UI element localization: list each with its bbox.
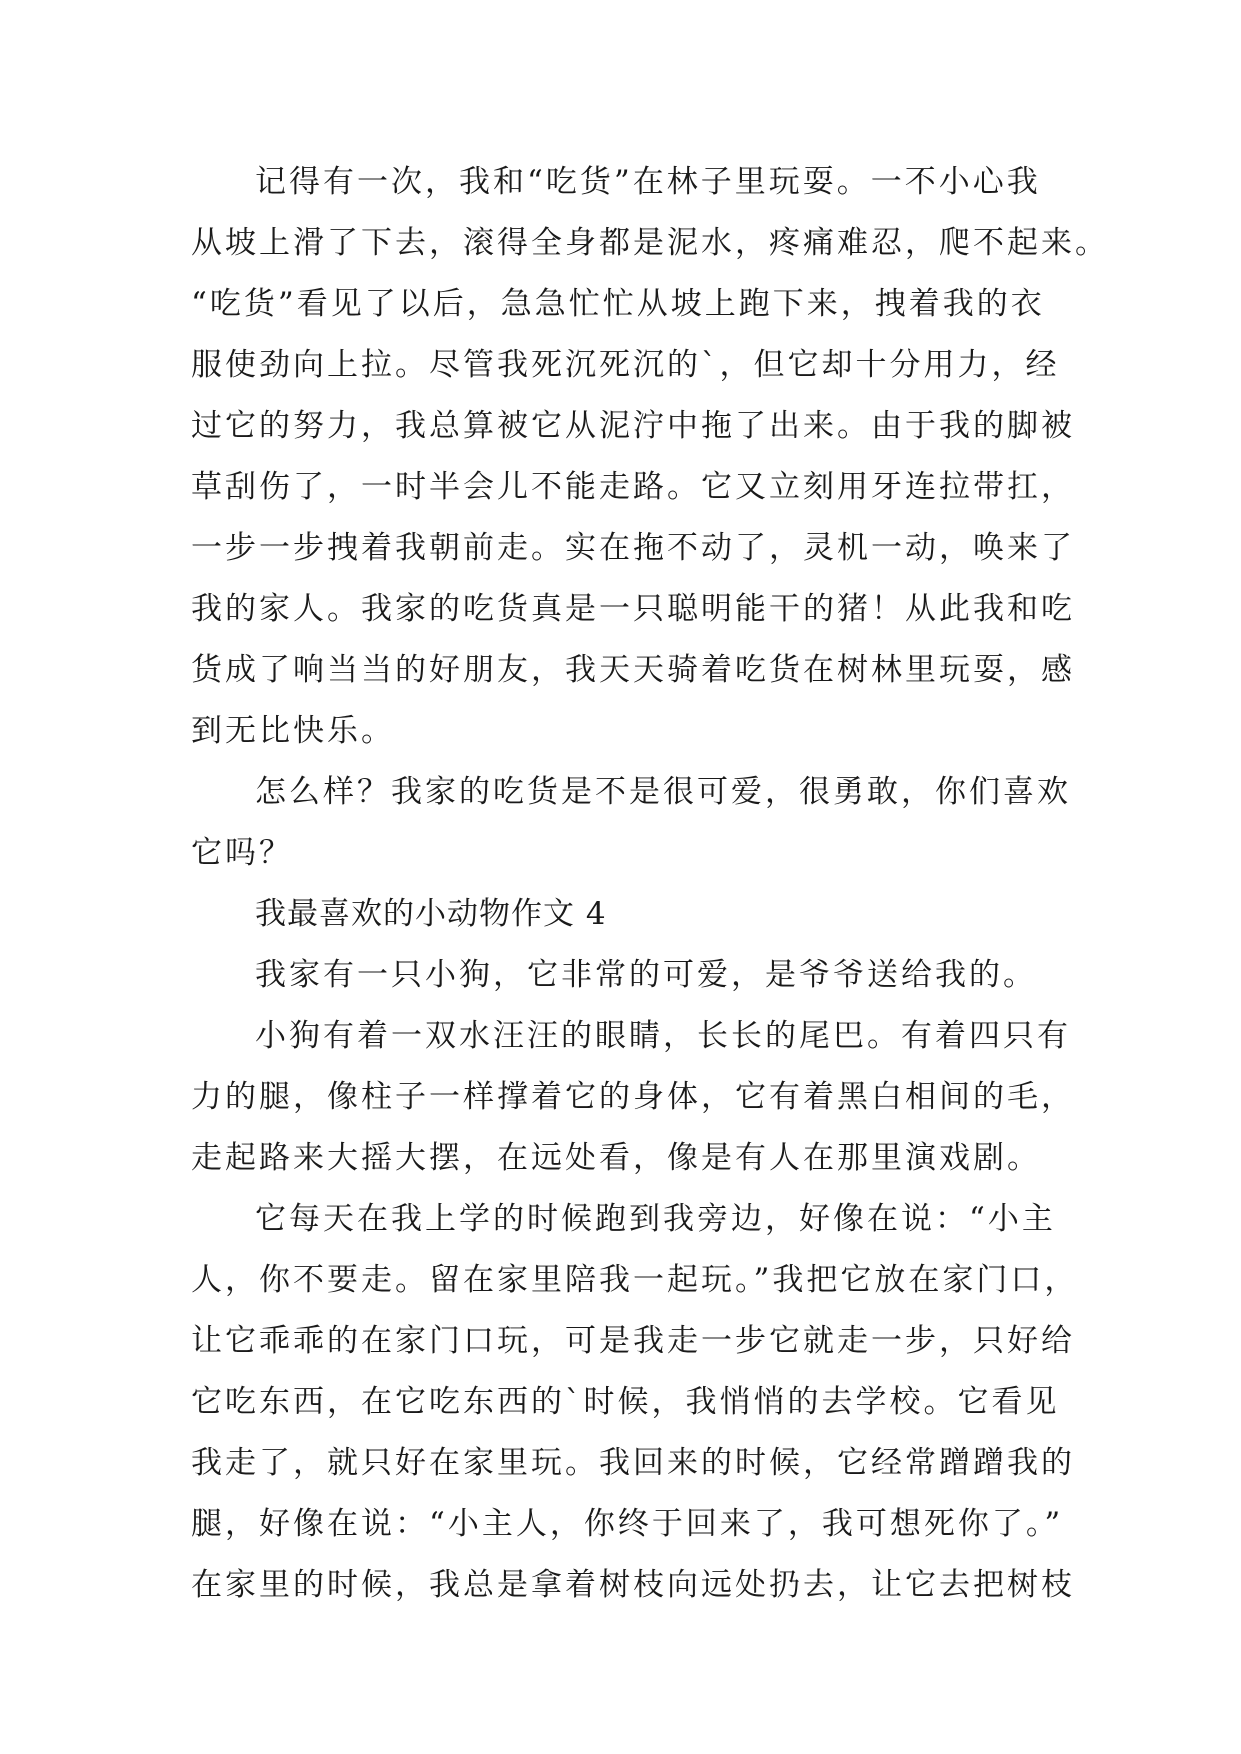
text-line: 从坡上滑了下去，滚得全身都是泥水，疼痛难忍，爬不起来。 (191, 225, 1109, 261)
text-line: 它每天在我上学的时候跑到我旁边，好像在说：“小主 (255, 1201, 1056, 1237)
text-line: 我走了，就只好在家里玩。我回来的时候，它经常蹭蹭我的 (191, 1445, 1075, 1481)
text-line: 怎么样？我家的吃货是不是很可爱，很勇敢，你们喜欢 (255, 774, 1071, 810)
body-text (191, 152, 1109, 1616)
text-line: 人，你不要走。留在家里陪我一起玩。”我把它放在家门口， (191, 1262, 1079, 1298)
text-line: 力的腿，像柱子一样撑着它的身体，它有着黑白相间的毛， (191, 1079, 1075, 1115)
text-line: “吃货”看见了以后，急急忙忙从坡上跑下来，拽着我的衣 (191, 286, 1045, 322)
section-heading: 我最喜欢的小动物作文 4 (255, 896, 607, 932)
text-line: 到无比快乐。 (191, 713, 395, 749)
text-line: 腿，好像在说：“小主人，你终于回来了，我可想死你了。” (191, 1506, 1064, 1542)
text-line: 我家有一只小狗，它非常的可爱，是爷爷送给我的。 (255, 957, 1037, 993)
text-line: 货成了响当当的好朋友，我天天骑着吃货在树林里玩耍，感 (191, 652, 1075, 688)
text-line: 小狗有着一双水汪汪的眼睛，长长的尾巴。有着四只有 (255, 1018, 1071, 1054)
text-line: 服使劲向上拉。尽管我死沉死沉的`，但它却十分用力，经 (191, 347, 1060, 383)
text-line: 一步一步拽着我朝前走。实在拖不动了，灵机一动，唤来了 (191, 530, 1075, 566)
text-line: 走起路来大摇大摆，在远处看，像是有人在那里演戏剧。 (191, 1140, 1041, 1176)
text-line: 让它乖乖的在家门口玩，可是我走一步它就走一步，只好给 (191, 1323, 1075, 1359)
text-line: 我的家人。我家的吃货真是一只聪明能干的猪！从此我和吃 (191, 591, 1075, 627)
text-line: 在家里的时候，我总是拿着树枝向远处扔去，让它去把树枝 (191, 1567, 1075, 1603)
text-line: 过它的努力，我总算被它从泥泞中拖了出来。由于我的脚被 (191, 408, 1075, 444)
text-line: 草刮伤了，一时半会儿不能走路。它又立刻用牙连拉带扛， (191, 469, 1075, 505)
text-line: 它吃东西，在它吃东西的`时候，我悄悄的去学校。它看见 (191, 1384, 1060, 1420)
text-line: 记得有一次，我和“吃货”在林子里玩耍。一不小心我 (255, 164, 1041, 200)
text-line: 它吗？ (191, 835, 293, 871)
